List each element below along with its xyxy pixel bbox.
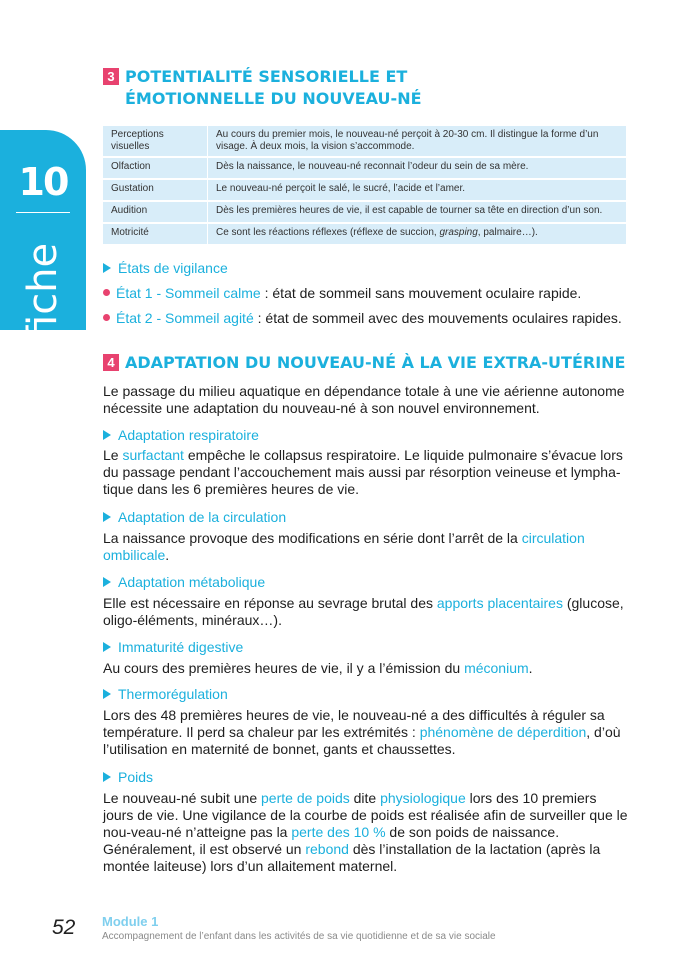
- table-row: [103, 180, 626, 200]
- meta-heading: [103, 574, 265, 591]
- text-part: , palmaire…).: [477, 227, 538, 238]
- keyword: perte de poids: [261, 790, 350, 806]
- resp-paragraph: [103, 447, 628, 498]
- text-part: lors des 10 premiers jours de vie. Une vigilance de la courbe de poids est réalisée afin de surveiller que le nou-veau-né n’atteigne pas la: [103, 790, 628, 840]
- triangle-bullet-icon: [103, 430, 111, 440]
- sense-name: Olfaction: [103, 158, 208, 178]
- state-text: : état de sommeil sans mouvement oculaire rapide.: [260, 285, 582, 301]
- table-row: [103, 158, 626, 178]
- subheading-text: Adaptation respiratoire: [118, 427, 259, 443]
- dig-heading: [103, 639, 243, 656]
- vigilance-heading: [103, 260, 228, 277]
- table-row: [103, 126, 626, 156]
- text-part: La naissance provoque des modifications en série dont l’arrêt de la: [103, 530, 522, 546]
- text-part: .: [528, 660, 533, 676]
- sense-description: Au cours du premier mois, le nouveau-né perçoit à 20-30 cm. Il distingue la forme d’un visage. À deux mois, la vision s’accommode.: [208, 126, 626, 156]
- emphasis-text: grasping: [439, 227, 478, 238]
- meta-paragraph: [103, 595, 628, 629]
- subheading-text: Adaptation de la circulation: [118, 509, 287, 525]
- sense-name: Perceptions visuelles: [103, 126, 208, 156]
- text-part: Elle est nécessaire en réponse au sevrage brutal des: [103, 595, 437, 611]
- sensory-table: [103, 124, 626, 246]
- state-label: État 1 - Sommeil calme: [116, 285, 261, 301]
- sense-description: Le nouveau-né perçoit le salé, le sucré, l’acide et l’amer.: [208, 180, 626, 200]
- text-part: dès l’installation de la lactation (après la montée laiteuse) lors d’un allaitement maternel.: [103, 841, 601, 874]
- module-subtitle: Accompagnement de l’enfant dans les activités de sa vie quotidienne et de sa vie sociale: [102, 931, 496, 942]
- keyword: phénomène de déperdition: [419, 724, 587, 740]
- keyword: circulation ombilicale: [103, 530, 585, 563]
- keyword: apports placentaires: [436, 595, 563, 611]
- poids-heading: [103, 769, 153, 786]
- page-number: 52: [52, 916, 76, 939]
- sense-name: Audition: [103, 202, 208, 222]
- keyword: méconium: [464, 660, 529, 676]
- chapter-tab: [0, 130, 86, 340]
- sense-description: Dès la naissance, le nouveau-né reconnait l’odeur du sein de sa mère.: [208, 158, 626, 178]
- subheading-text: Thermorégulation: [118, 686, 228, 702]
- thermo-heading: [103, 686, 228, 703]
- module-label: Module 1: [102, 914, 159, 929]
- section-number-badge: 4: [103, 354, 119, 371]
- text-part: Le nouveau-né subit une: [103, 790, 262, 806]
- sense-description: [208, 224, 626, 244]
- chapter-number: 10: [18, 160, 68, 204]
- keyword: surfactant: [122, 447, 184, 463]
- sense-name: Gustation: [103, 180, 208, 200]
- vigilance-state-1: [103, 285, 628, 302]
- text-part: .: [165, 547, 170, 563]
- triangle-bullet-icon: [103, 689, 111, 699]
- tab-divider: [16, 212, 70, 213]
- subheading-text: Poids: [118, 769, 154, 785]
- bullet-dot-icon: [103, 314, 110, 321]
- circ-paragraph: [103, 530, 628, 564]
- bullet-dot-icon: [103, 289, 110, 296]
- text-part: empêche le collapsus respiratoire. Le liquide pulmonaire s’évacue lors du passage pendant l’accouchement mais aussi par résorption veineuse et lympha-tique dans les 6 premières heures de vie.: [103, 447, 623, 497]
- triangle-bullet-icon: [103, 642, 111, 652]
- state-text: : état de sommeil avec des mouvements oculaires rapides.: [253, 310, 622, 326]
- text-part: Le: [103, 447, 123, 463]
- table-row: [103, 202, 626, 222]
- text-part: Lors des 48 premières heures de vie, le nouveau-né a des difficultés à réguler sa température. Il perd sa chaleur par les extrémités :: [103, 707, 605, 740]
- triangle-bullet-icon: [103, 512, 111, 522]
- subheading-text: Adaptation métabolique: [118, 574, 266, 590]
- section-number-badge: 3: [103, 68, 119, 85]
- subheading-text: États de vigilance: [118, 260, 228, 276]
- triangle-bullet-icon: [103, 577, 111, 587]
- section-4-heading: [103, 352, 625, 374]
- text-part: de son poids de naissance. Généralement, il est observé un: [103, 824, 560, 857]
- text-part: (glucose, oligo-éléments, minéraux…).: [103, 595, 624, 628]
- section-title-line-2: ÉMOTIONNELLE DU NOUVEAU-NÉ: [125, 89, 422, 108]
- section-title: ADAPTATION DU NOUVEAU-NÉ À LA VIE EXTRA-UTÉRINE: [125, 353, 626, 372]
- sense-description: Dès les premières heures de vie, il est capable de tourner sa tête en direction d’un son.: [208, 202, 626, 222]
- chapter-word: fiche: [20, 242, 66, 340]
- section-title-line-1: POTENTIALITÉ SENSORIELLE ET: [125, 67, 408, 86]
- text-part: Ce sont les réactions réflexes (réflexe de succion,: [216, 227, 440, 238]
- keyword: perte des 10 %: [291, 824, 386, 840]
- subheading-text: Immaturité digestive: [118, 639, 244, 655]
- table-row: [103, 224, 626, 244]
- sense-name: Motricité: [103, 224, 208, 244]
- keyword: rebond: [305, 841, 349, 857]
- section-4-intro: Le passage du milieu aquatique en dépendance totale à une vie aérienne autonome nécessite une adaptation du nouveau-né à son nouvel environnement.: [103, 383, 625, 416]
- section-3-heading: [103, 66, 422, 110]
- circ-heading: [103, 509, 286, 526]
- section-title: [125, 66, 422, 110]
- text-part: dite: [349, 790, 381, 806]
- thermo-paragraph: [103, 707, 628, 758]
- text-part: , d’où l’utilisation en maternité de bonnet, gants et chaussettes.: [103, 724, 621, 757]
- resp-heading: [103, 427, 259, 444]
- vigilance-state-2: [103, 310, 628, 327]
- triangle-bullet-icon: [103, 772, 111, 782]
- poids-paragraph: [103, 790, 628, 875]
- keyword: physiologique: [380, 790, 466, 806]
- dig-paragraph: [103, 660, 628, 677]
- text-part: Au cours des premières heures de vie, il y a l’émission du: [103, 660, 465, 676]
- state-label: État 2 - Sommeil agité: [116, 310, 254, 326]
- triangle-bullet-icon: [103, 263, 111, 273]
